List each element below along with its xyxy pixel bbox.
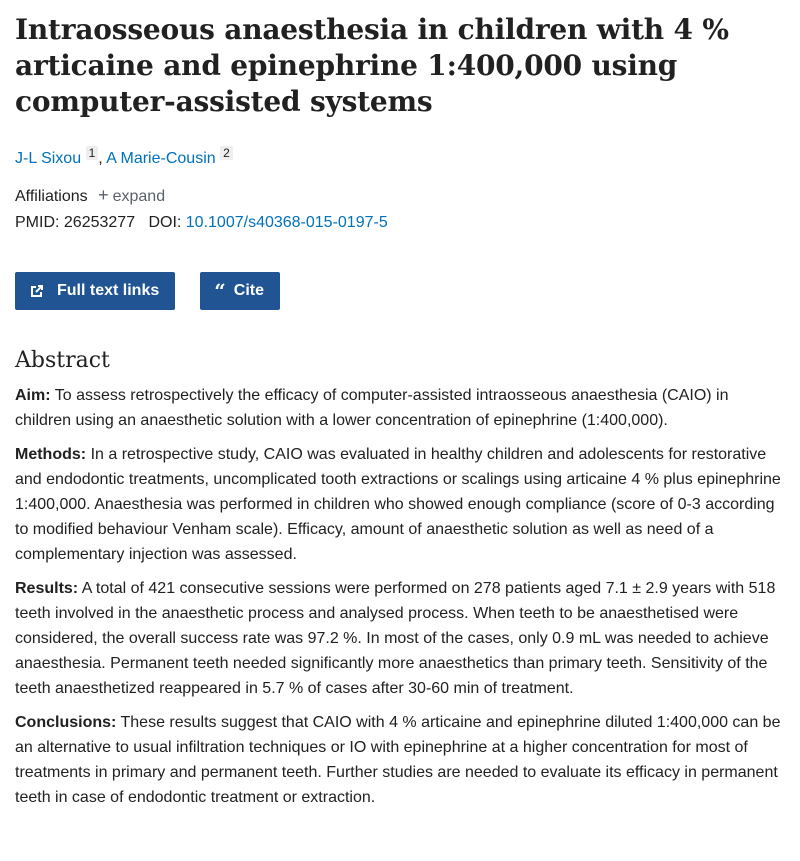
cite-button[interactable] — [200, 272, 280, 310]
affiliations-row — [15, 184, 785, 208]
section-label: Methods: — [15, 446, 87, 463]
author-list — [15, 148, 785, 170]
full-text-links-label: Full text links — [57, 282, 160, 299]
author-link[interactable]: A Marie-Cousin — [106, 150, 216, 167]
pmid-label: PMID: — [15, 214, 60, 231]
affiliation-ref[interactable]: 2 — [220, 146, 233, 160]
section-label: Results: — [15, 580, 79, 597]
plus-icon: + — [98, 185, 109, 205]
section-text: In a retrospective study, CAIO was evaluated in healthy children and adolescents for restorative and endodontic treatments, uncomplicated tooth extractions or scalings using articaine 4 % plus epinephrine 1:400,000. Anaesthesia was performed in children who showed enough compliance (score of 0-3 according to modified behaviour Venham scale). Efficacy, amount of anaesthetic solution as well as need of a complementary injection was assessed. — [15, 446, 781, 563]
abstract-methods — [15, 442, 785, 567]
cite-label: Cite — [233, 282, 264, 299]
section-label: Aim: — [15, 387, 51, 404]
identifiers-row — [15, 212, 785, 234]
abstract-heading: Abstract — [15, 348, 110, 373]
author-separator: , — [98, 150, 103, 167]
expand-label: expand — [112, 188, 166, 205]
affiliations-label: Affiliations — [15, 188, 88, 205]
section-label: Conclusions: — [15, 714, 117, 731]
full-text-links-button[interactable] — [15, 272, 175, 310]
abstract-conclusions — [15, 710, 785, 810]
doi-label: DOI: — [148, 214, 182, 231]
abstract-results — [15, 576, 785, 701]
article-title: Intraosseous anaesthesia in children with 4 % articaine and epinephrine 1:400,000 using computer-assisted systems — [15, 13, 729, 118]
doi-link[interactable]: 10.1007/s40368-015-0197-5 — [185, 214, 388, 231]
quote-icon: “ — [214, 279, 224, 303]
author-link[interactable]: J-L Sixou — [15, 150, 82, 167]
pmid-value: 26253277 — [63, 214, 136, 231]
section-text: These results suggest that CAIO with 4 % articaine and epinephrine diluted 1:400,000 can be an alternative to usual infiltration techniques or IO with epinephrine at a higher concentration for most of treatments in primary and permanent teeth. Further studies are needed to evaluate its efficacy in permanent teeth in case of endodontic treatment or extraction. — [15, 714, 781, 806]
external-link-icon — [29, 283, 45, 299]
abstract-aim — [15, 383, 785, 433]
section-text: To assess retrospectively the efficacy of computer-assisted intraosseous anaesthesia (CAIO) in children using an anaesthetic solution with a lower concentration of epinephrine (1:400,000). — [15, 387, 729, 429]
section-text: A total of 421 consecutive sessions were performed on 278 patients aged 7.1 ± 2.9 years with 518 teeth involved in the anaesthetic process and analysed process. When teeth to be anaesthetised were considered, the overall success rate was 97.2 %. In most of the cases, only 0.9 mL was needed to achieve anaesthesia. Permanent teeth needed significantly more anaesthetics than primary teeth. Sensitivity of the teeth anaesthetized reappeared in 5.7 % of cases after 30-60 min of treatment. — [15, 580, 776, 697]
action-buttons — [15, 272, 785, 310]
affiliation-ref[interactable]: 1 — [86, 146, 99, 160]
expand-affiliations-button[interactable] — [98, 185, 166, 205]
